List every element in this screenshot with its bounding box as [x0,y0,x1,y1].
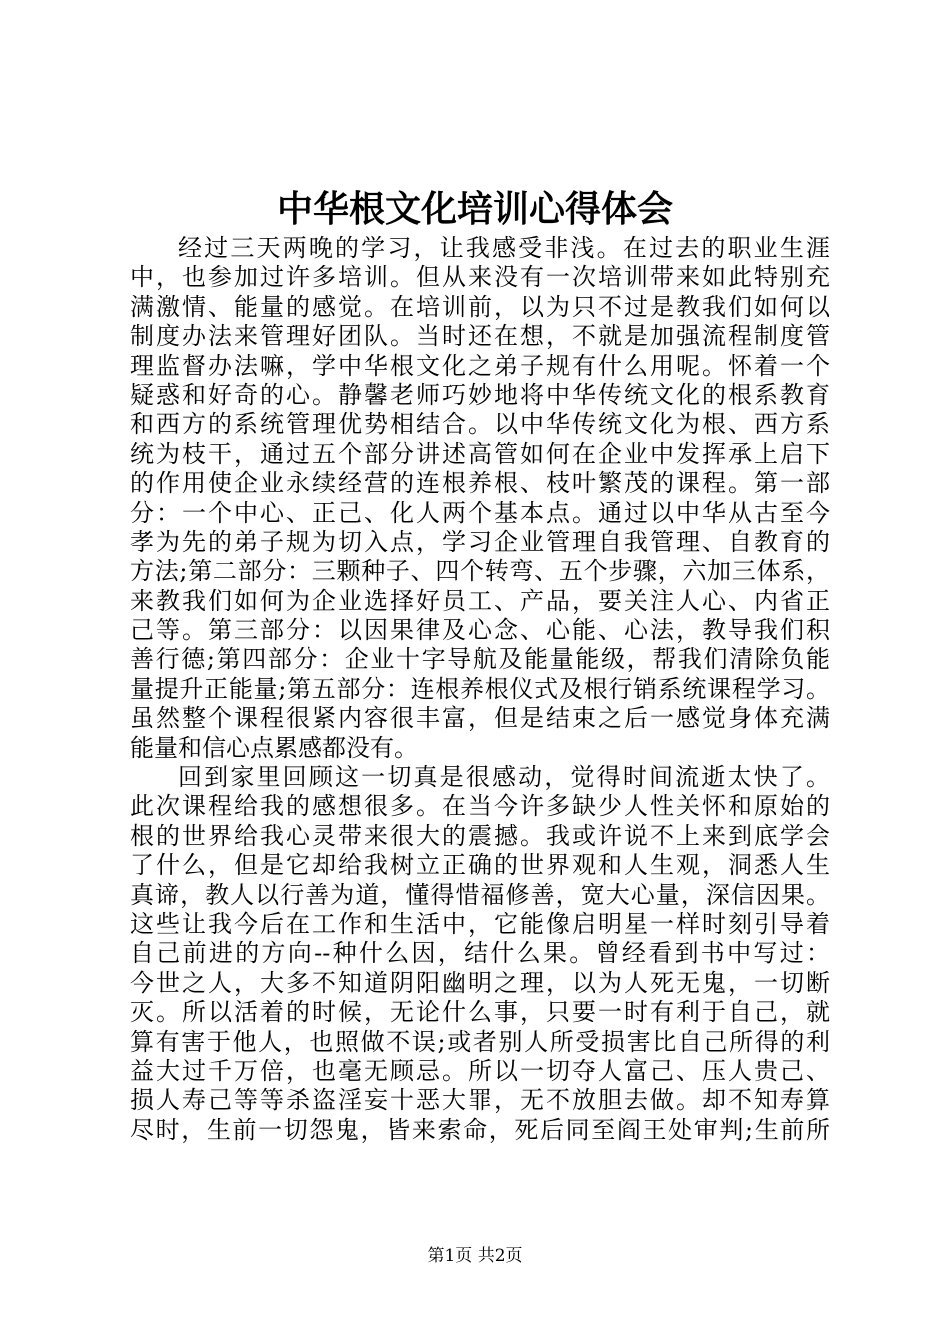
text-line: 方法;第二部分：三颗种子、四个转弯、五个步骤，六加三体系， [130,557,830,586]
text-line: 中，也参加过许多培训。但从来没有一次培训带来如此特别充 [130,263,830,292]
text-line: 了什么，但是它却给我树立正确的世界观和人生观，洞悉人生 [130,851,830,880]
text-line: 分：一个中心、正己、化人两个基本点。通过以中华从古至今 [130,498,830,527]
text-line: 真谛，教人以行善为道，懂得惜福修善，宽大心量，深信因果。 [130,880,830,909]
page-footer: 第1页 共2页 [427,1246,523,1266]
text-line: 理监督办法嘛，学中华根文化之弟子规有什么用呢。怀着一个 [130,351,830,380]
text-line: 灭。所以活着的时候，无论什么事，只要一时有利于自己，就 [130,998,830,1027]
text-line: 此次课程给我的感想很多。在当今许多缺少人性关怀和原始的 [130,792,830,821]
text-line: 和西方的系统管理优势相结合。以中华传统文化为根、西方系 [130,410,830,439]
text-line: 疑惑和好奇的心。静馨老师巧妙地将中华传统文化的根系教育 [130,380,830,409]
text-line: 经过三天两晚的学习，让我感受非浅。在过去的职业生涯 [178,234,830,262]
text-line: 益大过千万倍，也毫无顾忌。所以一切夺人富己、压人贵己、 [130,1056,830,1085]
paragraph-1 [130,234,830,763]
text-line: 善行德;第四部分：企业十字导航及能量能级，帮我们清除负能 [130,645,830,674]
text-line: 尽时，生前一切怨鬼，皆来索命，死后同至阎王处审判;生前所 [130,1115,830,1144]
text-line: 己等。第三部分：以因果律及心念、心能、心法，教导我们积 [130,616,830,645]
text-line: 算有害于他人，也照做不误;或者别人所受损害比自己所得的利 [130,1027,830,1056]
text-line: 来教我们如何为企业选择好员工、产品，要关注人心、内省正 [130,586,830,615]
paragraph-2 [130,763,830,1145]
text-line: 统为枝干，通过五个部分讲述高管如何在企业中发挥承上启下 [130,439,830,468]
text-line: 今世之人，大多不知道阴阳幽明之理，以为人死无鬼，一切断 [130,968,830,997]
text-line: 损人寿己等等杀盗淫妄十恶大罪，无不放胆去做。却不知寿算 [130,1086,830,1115]
text-line: 量提升正能量;第五部分：连根养根仪式及根行销系统课程学习。 [130,674,830,703]
text-line: 这些让我今后在工作和生活中，它能像启明星一样时刻引导着 [130,909,830,938]
text-line: 根的世界给我心灵带来很大的震撼。我或许说不上来到底学会 [130,821,830,850]
text-line: 能量和信心点累感都没有。 [130,733,418,762]
text-line: 回到家里回顾这一切真是很感动，觉得时间流逝太快了。 [178,763,830,792]
text-line: 制度办法来管理好团队。当时还在想，不就是加强流程制度管 [130,322,830,351]
text-line: 虽然整个课程很紧内容很丰富，但是结束之后一感觉身体充满 [130,704,830,733]
text-line: 满激情、能量的感觉。在培训前，以为只不过是教我们如何以 [130,292,830,321]
document-title: 中华根文化培训心得体会 [276,188,673,230]
text-line: 自己前进的方向--种什么因，结什么果。曾经看到书中写过： [130,939,830,968]
text-line: 孝为先的弟子规为切入点，学习企业管理自我管理、自教育的 [130,527,830,556]
document-body [130,234,830,1145]
text-line: 的作用使企业永续经营的连根养根、枝叶繁茂的课程。第一部 [130,469,830,498]
